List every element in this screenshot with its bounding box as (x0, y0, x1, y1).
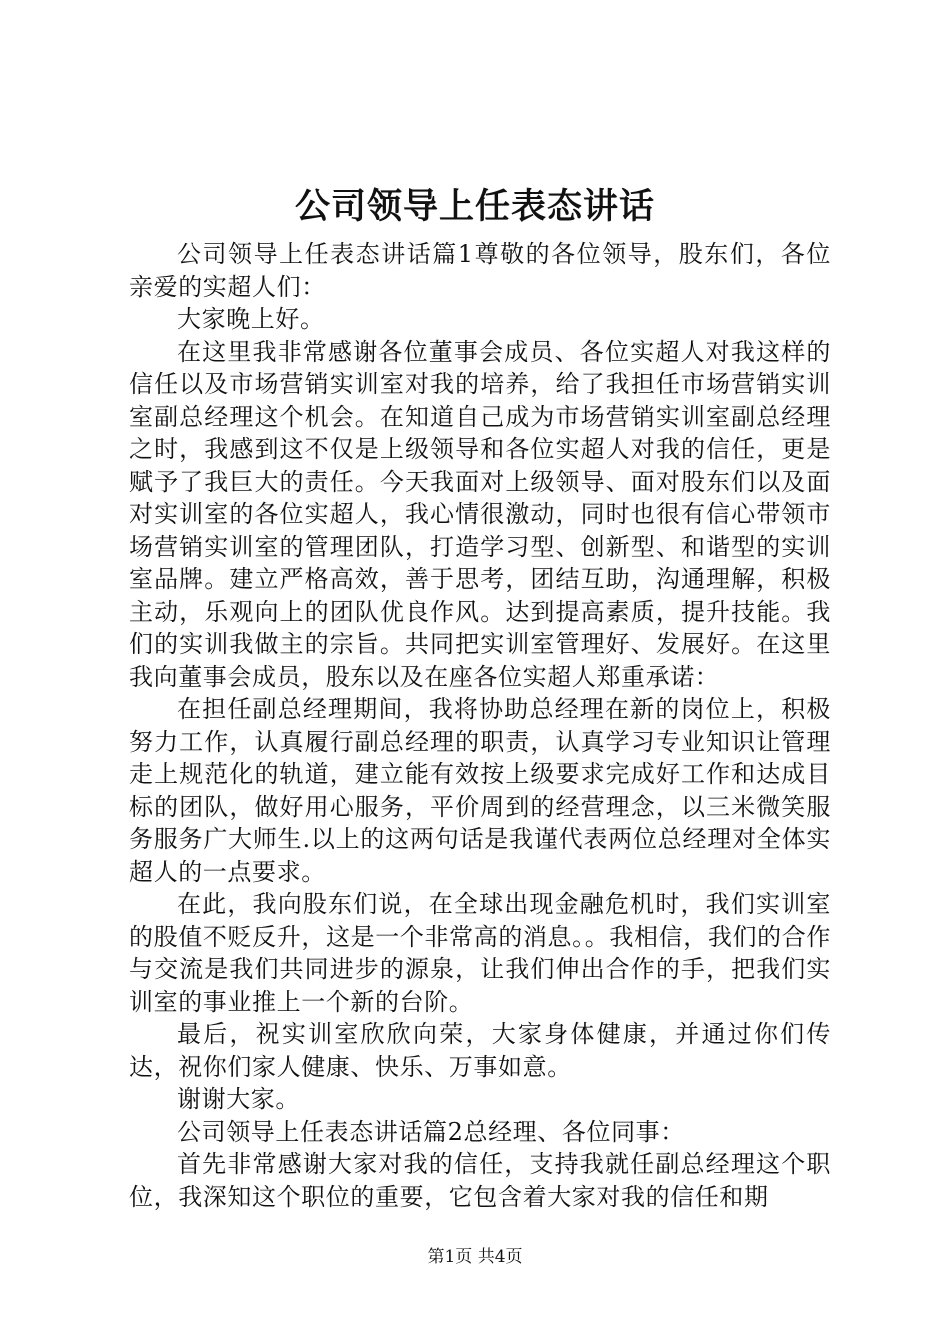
paragraph: 最后，祝实训室欣欣向荣，大家身体健康，并通过你们传达，祝你们家人健康、快乐、万事如意。 (129, 1020, 831, 1081)
paragraph: 在担任副总经理期间，我将协助总经理在新的岗位上，积极努力工作，认真履行副总经理的职责，认真学习专业知识让管理走上规范化的轨道，建立能有效按上级要求完成好工作和达成目标的团队，做好用心服务，平价周到的经营理念，以三米微笑服务服务广大师生.以上的这两句话是我谨代表两位总经理对全体实超人的一点要求。 (129, 695, 831, 886)
paragraph: 大家晚上好。 (177, 305, 325, 333)
document-title: 公司领导上任表态讲话 (294, 186, 655, 227)
paragraph: 谢谢大家。 (177, 1085, 300, 1113)
paragraph: 在此，我向股东们说，在全球出现金融危机时，我们实训室的股值不贬反升，这是一个非常高的消息。。我相信，我们的合作与交流是我们共同进步的源泉，让我们伸出合作的手，把我们实训室的事业推上一个新的台阶。 (129, 890, 831, 1016)
page-footer: 第1页 共4页 (427, 1247, 523, 1267)
paragraph: 公司领导上任表态讲话篇2总经理、各位同事： (177, 1117, 685, 1146)
paragraph: 首先非常感谢大家对我的信任，支持我就任副总经理这个职位，我深知这个职位的重要，它包含着大家对我的信任和期 (129, 1150, 831, 1211)
paragraph: 公司领导上任表态讲话篇1尊敬的各位领导，股东们，各位亲爱的实超人们： (129, 240, 831, 301)
document-body (129, 238, 831, 1213)
paragraph: 在这里我非常感谢各位董事会成员、各位实超人对我这样的信任以及市场营销实训室对我的培养，给了我担任市场营销实训室副总经理这个机会。在知道自己成为市场营销实训室副总经理之时，我感到这不仅是上级领导和各位实超人对我的信任，更是赋予了我巨大的责任。今天我面对上级领导、面对股东们以及面对实训室的各位实超人，我心情很激动，同时也很有信心带领市场营销实训室的管理团队，打造学习型、创新型、和谐型的实训室品牌。建立严格高效，善于思考，团结互助，沟通理解，积极主动，乐观向上的团队优良作风。达到提高素质，提升技能。我们的实训我做主的宗旨。共同把实训室管理好、发展好。在这里我向董事会成员，股东以及在座各位实超人郑重承诺： (129, 337, 831, 691)
